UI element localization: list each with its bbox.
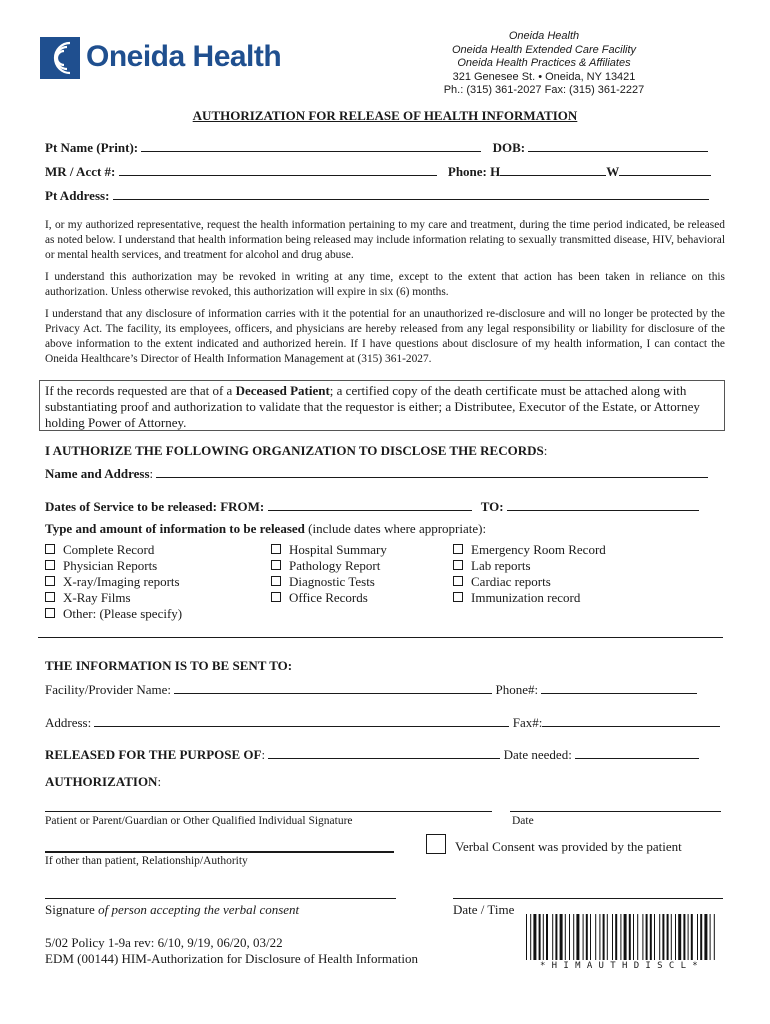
send-to-heading: THE INFORMATION IS TO BE SENT TO: (45, 658, 293, 673)
record-type-diagnostic[interactable]: Diagnostic Tests (271, 574, 387, 590)
record-type-complete[interactable]: Complete Record (45, 542, 182, 558)
facility-row (45, 681, 697, 698)
send-phone-label: Phone#: (495, 682, 539, 697)
deceased-text-bold: Deceased Patient (235, 383, 330, 398)
disclose-heading-text: I AUTHORIZE THE FOLLOWING ORGANIZATION TO DISCLOSE THE RECORDS (45, 443, 544, 458)
pt-address-row (45, 187, 709, 204)
checkbox-icon[interactable] (271, 592, 281, 602)
purpose-label: RELEASED FOR THE PURPOSE OF (45, 747, 262, 762)
mr-label: MR / Acct #: (45, 164, 116, 179)
name-address-field[interactable] (156, 465, 708, 478)
policy-revision: 5/02 Policy 1-9a rev: 6/10, 9/19, 06/20, 03/22 (45, 935, 283, 950)
checkbox-icon[interactable] (453, 544, 463, 554)
barcode-icon (524, 914, 720, 964)
record-type-xray-films[interactable]: X-Ray Films (45, 590, 182, 606)
checkbox-icon[interactable] (45, 592, 55, 602)
purpose-field[interactable] (268, 746, 500, 759)
deceased-patient-notice (39, 380, 725, 431)
relationship-line[interactable] (45, 850, 394, 853)
dates-of-service-row (45, 498, 699, 515)
checkbox-icon[interactable] (453, 592, 463, 602)
other-specify-line[interactable] (38, 636, 723, 638)
dob-field[interactable] (528, 139, 708, 152)
patient-signature-label: Patient or Parent/Guardian or Other Qualified Individual Signature (45, 815, 353, 827)
date-needed-field[interactable] (575, 746, 699, 759)
barcode-text: *HIMAUTHDISCL* (539, 961, 705, 971)
verbal-signature-label: Signature of person accepting the verbal consent (45, 902, 300, 917)
authorization-heading: AUTHORIZATION: (45, 774, 162, 789)
mr-field[interactable] (119, 163, 437, 176)
type-amount-row (45, 521, 486, 537)
date-needed-label: Date needed: (503, 747, 572, 762)
phone-work-label: W (606, 164, 620, 179)
record-type-xray-imaging[interactable]: X-ray/Imaging reports (45, 574, 182, 590)
oneida-health-logo-icon (40, 37, 80, 79)
checkbox-icon[interactable] (271, 544, 281, 554)
record-type-pathology[interactable]: Pathology Report (271, 558, 387, 574)
phone-home-field[interactable] (500, 163, 606, 176)
type-amount-note: (include dates where appropriate): (304, 521, 487, 536)
record-type-immunization[interactable]: Immunization record (453, 590, 606, 606)
checkbox-icon[interactable] (45, 576, 55, 586)
consent-paragraph-2: I understand this authorization may be revoked in writing at any time, except to the extent that action has been taken in reliance on this authorization. Unless otherwise revoked, this authorization will expire in six (6) months. (45, 271, 725, 298)
mr-phone-row (45, 163, 711, 180)
verbal-consent-checkbox[interactable] (426, 834, 446, 854)
org-line-phone: Ph.: (315) 361-2027 Fax: (315) 361-2227 (443, 84, 645, 96)
record-type-office[interactable]: Office Records (271, 590, 387, 606)
org-line-address: 321 Genesee St. • Oneida, NY 13421 (452, 70, 636, 83)
purpose-colon: : (261, 747, 266, 762)
disclose-heading (45, 443, 547, 459)
purpose-row (45, 746, 699, 763)
edm-form-id: EDM (00144) HIM-Authorization for Disclosure of Health Information (45, 951, 418, 966)
pt-address-label: Pt Address: (45, 188, 110, 203)
deceased-text-pre: If the records requested are that of a (45, 383, 236, 398)
name-address-row (45, 465, 708, 482)
send-address-field[interactable] (94, 714, 509, 727)
type-amount-label: Type and amount of information to be released (45, 521, 305, 536)
checkbox-icon[interactable] (45, 608, 55, 618)
form-title: AUTHORIZATION FOR RELEASE OF HEALTH INFORMATION (192, 108, 578, 123)
deceased-text-post: ; a certified copy of the death certificate must be attached along with substantiating proof and authorization to validate that the requestor is either; a Distributee, Executor of the Estate, or Attorney holding Power of Attorney. (45, 383, 700, 430)
pt-name-label: Pt Name (Print): (45, 140, 139, 155)
record-type-other[interactable]: Other: (Please specify) (45, 606, 182, 622)
checkbox-icon[interactable] (453, 560, 463, 570)
record-types-column-2 (271, 542, 387, 606)
dob-label: DOB: (492, 140, 526, 155)
name-address-label: Name and Address (45, 466, 150, 481)
record-type-physician[interactable]: Physician Reports (45, 558, 182, 574)
checkbox-icon[interactable] (271, 576, 281, 586)
org-line-3: Oneida Health Practices & Affiliates (457, 57, 631, 69)
org-line-1: Oneida Health (508, 30, 580, 42)
name-address-colon: : (149, 466, 154, 481)
fax-field[interactable] (542, 714, 720, 727)
verbal-signature-line[interactable] (45, 897, 396, 899)
send-address-row (45, 714, 720, 731)
record-type-emergency[interactable]: Emergency Room Record (453, 542, 606, 558)
send-address-label: Address: (45, 715, 92, 730)
dates-to-label: TO: (480, 499, 504, 514)
signature-date-line[interactable] (510, 810, 721, 812)
facility-field[interactable] (174, 681, 492, 694)
patient-name-row (45, 139, 708, 156)
verbal-consent-label: Verbal Consent was provided by the patient (455, 839, 682, 854)
checkbox-icon[interactable] (271, 560, 281, 570)
patient-signature-line[interactable] (45, 810, 492, 812)
record-types-column-3 (453, 542, 606, 606)
consent-paragraph-3: I understand that any disclosure of information carries with it the potential for an unauthorized re-disclosure and will no longer be protected by the Privacy Act. The facility, its employees, officers, and physicians are hereby released from any legal responsibility or liability for disclosure of the above information to the extent indicated and authorized herein. If I have questions about disclosure of my health information, I can contact the Oneida Healthcare’s Director of Health Information Management at (315) 361-2027. (45, 308, 725, 365)
pt-name-field[interactable] (141, 139, 481, 152)
org-line-2: Oneida Health Extended Care Facility (451, 43, 637, 56)
fax-label: Fax#: (512, 715, 543, 730)
checkbox-icon[interactable] (45, 560, 55, 570)
facility-label: Facility/Provider Name: (45, 682, 172, 697)
checkbox-icon[interactable] (453, 576, 463, 586)
disclose-heading-colon: : (543, 443, 548, 458)
phone-home-label: Phone: H (447, 164, 501, 179)
record-types-column-1 (45, 542, 182, 622)
dates-from-field[interactable] (268, 498, 472, 511)
logo-text: Oneida Health (86, 40, 282, 73)
pt-address-field[interactable] (113, 187, 709, 200)
record-type-lab[interactable]: Lab reports (453, 558, 606, 574)
dates-to-field[interactable] (507, 498, 699, 511)
phone-work-field[interactable] (619, 163, 711, 176)
signature-date-label: Date (512, 815, 534, 827)
dates-from-label: Dates of Service to be released: FROM: (45, 499, 265, 514)
consent-paragraph-1: I, or my authorized representative, request the health information pertaining to my care and treatment, during the time period indicated, be released as noted below. I understand that health information being released may include information relating to sexually transmitted disease, HIV, behavioral or mental health services, and treatment for alcohol and drug abuse. (45, 219, 725, 261)
checkbox-icon[interactable] (45, 544, 55, 554)
record-type-cardiac[interactable]: Cardiac reports (453, 574, 606, 590)
organization-address-block (420, 30, 668, 98)
send-phone-field[interactable] (541, 681, 697, 694)
date-time-label: Date / Time (453, 902, 515, 917)
relationship-label: If other than patient, Relationship/Authority (45, 855, 248, 867)
verbal-date-time-line[interactable] (453, 897, 723, 899)
record-type-hospital-summary[interactable]: Hospital Summary (271, 542, 387, 558)
